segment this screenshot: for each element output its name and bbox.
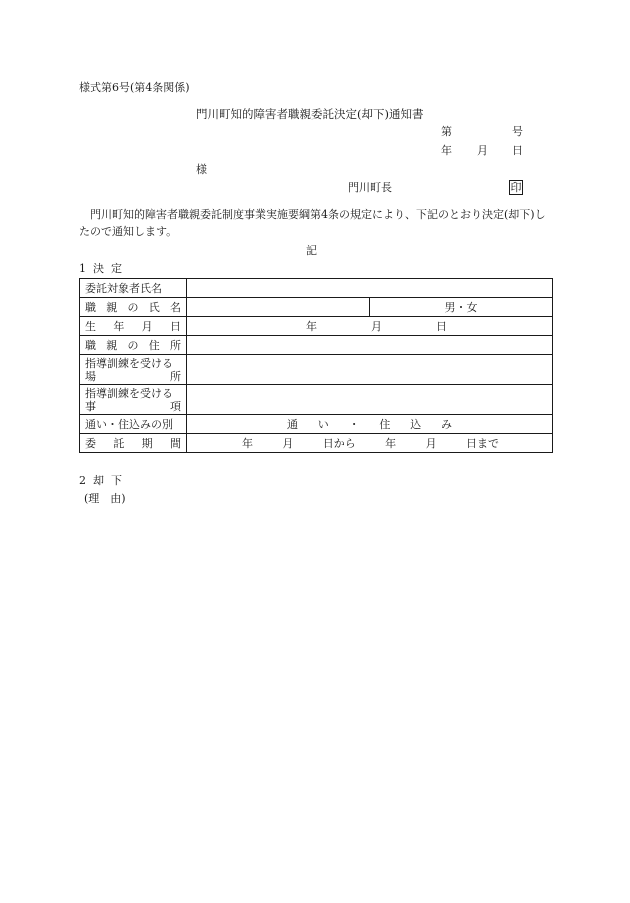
table-row — [80, 434, 553, 453]
table-row — [80, 355, 553, 385]
decision-table — [79, 278, 553, 453]
training-items-value — [187, 385, 553, 415]
birth-value: 年 月 日 — [187, 317, 553, 336]
issuer-name: 門川町長 — [348, 181, 392, 194]
birth-label: 生 年 月 日 — [80, 317, 187, 336]
date-day: 日 — [512, 144, 523, 157]
period-value: 年 月 日から 年 月 日まで — [187, 434, 553, 453]
table-row — [80, 298, 553, 317]
form-number: 様式第6号(第4条関係) — [79, 81, 190, 94]
date-month: 月 — [477, 144, 488, 157]
subject-name-value — [187, 279, 553, 298]
addressee-suffix: 様 — [196, 163, 207, 176]
training-place-value — [187, 355, 553, 385]
date-year: 年 — [441, 144, 452, 157]
ki-label: 記 — [306, 244, 317, 257]
subject-name-label: 委託対象者氏名 — [80, 279, 187, 298]
training-items-label: 指導訓練を受ける 事 項 — [80, 385, 187, 415]
foster-name-value — [187, 298, 370, 317]
section1-heading: 1 決 定 — [79, 262, 122, 275]
foster-name-label: 職 親 の 氏 名 — [80, 298, 187, 317]
reason-label: (理 由) — [84, 492, 126, 505]
training-place-label: 指導訓練を受ける 場 所 — [80, 355, 187, 385]
table-row — [80, 279, 553, 298]
doc-number-suffix: 号 — [512, 125, 523, 138]
table-row — [80, 317, 553, 336]
commute-label: 通い・住込みの別 — [80, 415, 187, 434]
commute-value: 通 い ・ 住 込 み — [187, 415, 553, 434]
doc-number-prefix: 第 — [441, 125, 452, 138]
table-row — [80, 385, 553, 415]
gender-cell: 男・女 — [370, 298, 553, 317]
document-title: 門川町知的障害者職親委託決定(却下)通知書 — [196, 107, 424, 121]
section2-heading: 2 却 下 — [79, 474, 122, 487]
table-row — [80, 415, 553, 434]
period-label: 委 託 期 間 — [80, 434, 187, 453]
foster-address-value — [187, 336, 553, 355]
foster-address-label: 職 親 の 住 所 — [80, 336, 187, 355]
table-row — [80, 336, 553, 355]
seal-mark: 印 — [510, 181, 522, 194]
notice-body: 門川町知的障害者職親委託制度事業実施要綱第4条の規定により、下記のとおり決定(却下)したので通知します。 — [79, 208, 546, 238]
